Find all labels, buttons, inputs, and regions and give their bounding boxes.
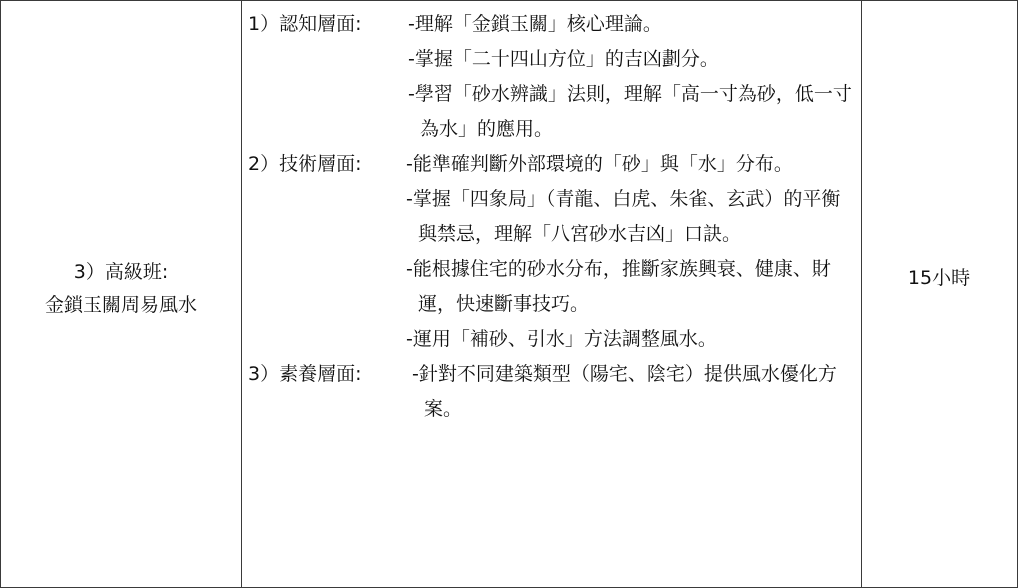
- objective-item: -掌握「四象局」（青龍、白虎、朱雀、玄武）的平衡與禁忌，理解「八宮砂水吉凶」口訣。: [406, 188, 841, 245]
- objective-item: -運用「補砂、引水」方法調整風水。: [406, 328, 717, 350]
- section-items: [408, 7, 858, 147]
- course-name: 金鎖玉關周易風水: [44, 294, 197, 316]
- objective-item: -學習「砂水辨識」法則，理解「高一寸為砂，低一寸為水」的應用。: [408, 83, 852, 140]
- course-level: 3）高級班:: [73, 261, 169, 283]
- section-items: [406, 147, 852, 357]
- section-items: [412, 357, 842, 427]
- section-label: 1）認知層面:: [248, 13, 362, 35]
- objective-item: -針對不同建築類型（陽宅、陰宅）提供風水優化方案。: [412, 363, 837, 420]
- objective-item: -理解「金鎖玉關」核心理論。: [408, 13, 662, 35]
- section-label: 2）技術層面:: [248, 153, 362, 175]
- table-left-border: [0, 0, 1, 588]
- hours-cell: [862, 262, 1016, 294]
- column-divider-1: [241, 0, 242, 588]
- course-cell: [2, 256, 240, 322]
- course-hours: 15小時: [907, 267, 971, 289]
- section-label: 3）素養層面:: [248, 363, 362, 385]
- objective-item: -能準確判斷外部環境的「砂」與「水」分布。: [406, 153, 793, 175]
- objectives-cell: [248, 7, 858, 427]
- objective-item: -掌握「二十四山方位」的吉凶劃分。: [408, 48, 719, 70]
- table-top-border: [0, 0, 1018, 1]
- section-literacy: [248, 357, 858, 427]
- objective-item: -能根據住宅的砂水分布，推斷家族興衰、健康、財運，快速斷事技巧。: [406, 258, 831, 315]
- section-technical: [248, 147, 858, 357]
- section-cognitive: [248, 7, 858, 147]
